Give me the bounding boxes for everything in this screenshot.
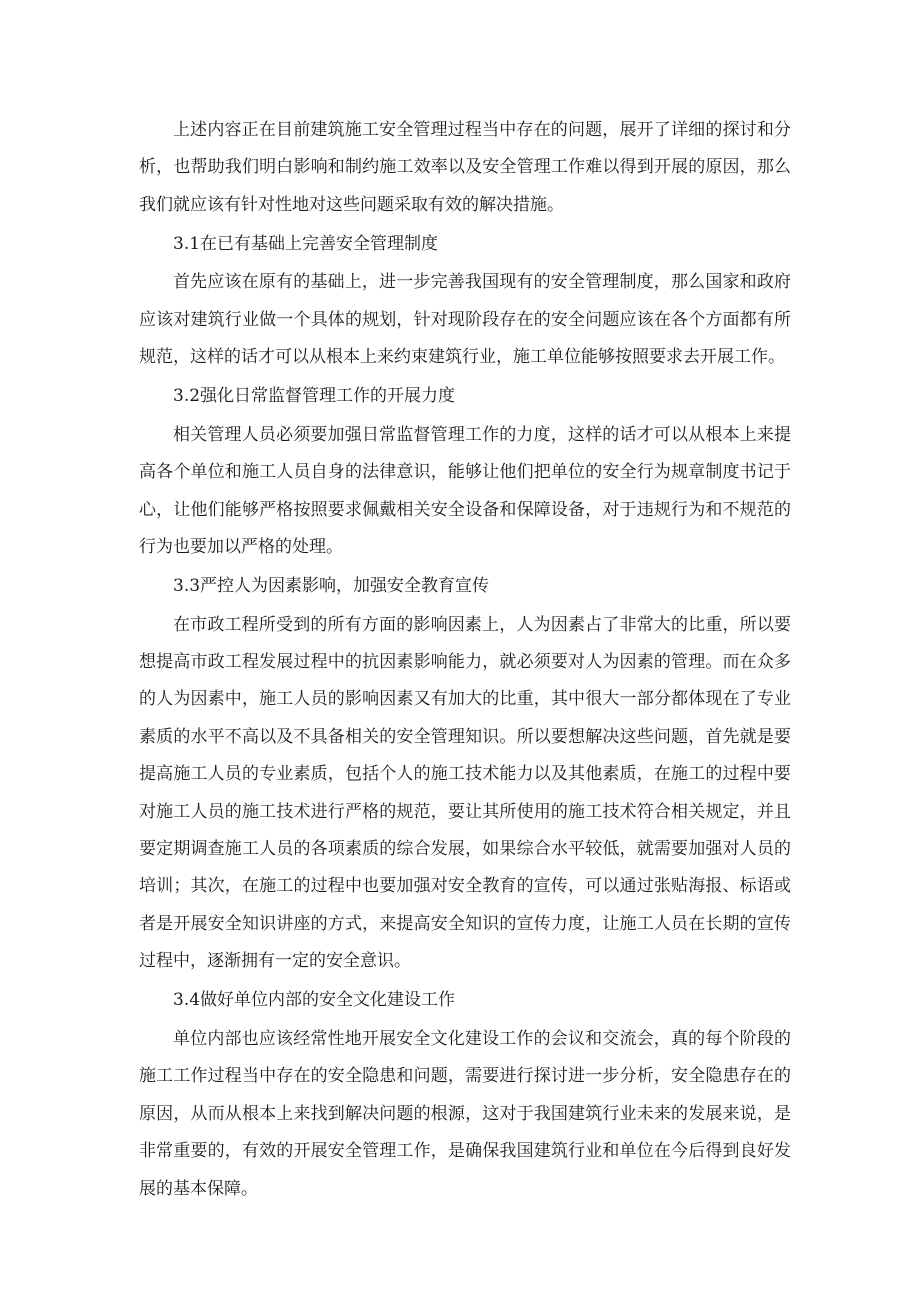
- section-3-3-paragraph: 在市政工程所受到的所有方面的影响因素上，人为因素占了非常大的比重，所以要想提高市政工程发展过程中的抗因素影响能力，就必须要对人为因素的管理。而在众多的人为因素中，施工人员的影响因素又有加大的比重，其中很大一部分都体现在了专业素质的水平不高以及不具备相关的安全管理知识。所以要想解决这些问题，首先就是要提高施工人员的专业素质，包括个人的施工技术能力以及其他素质，在施工的过程中要对施工人员的施工技术进行严格的规范，要让其所使用的施工技术符合相关规定，并且要定期调查施工人员的各项素质的综合发展，如果综合水平较低，就需要加强对人员的培训；其次，在施工的过程中也要加强对安全教育的宣传，可以通过张贴海报、标语或者是开展安全知识讲座的方式，来提高安全知识的宣传力度，让施工人员在长期的宣传过程中，逐渐拥有一定的安全意识。: [139, 614, 791, 972]
- section-heading-3-1: 3.1在已有基础上完善安全管理制度: [173, 233, 439, 254]
- intro-paragraph: 上述内容正在目前建筑施工安全管理过程当中存在的问题，展开了详细的探讨和分析，也帮助我们明白影响和制约施工效率以及安全管理工作难以得到开展的原因，那么我们就应该有针对性地对这些问题采取有效的解决措施。: [139, 120, 791, 215]
- section-heading-3-3: 3.3严控人为因素影响，加强安全教育宣传: [173, 575, 490, 596]
- document-body: [139, 112, 791, 1209]
- section-3-4-paragraph: 单位内部也应该经常性地开展安全文化建设工作的会议和交流会，真的每个阶段的施工工作过程当中存在的安全隐患和问题，需要进行探讨进一步分析，安全隐患存在的原因，从而从根本上来找到解决问题的根源，这对于我国建筑行业未来的发展来说，是非常重要的，有效的开展安全管理工作，是确保我国建筑行业和单位在今后得到良好发展的基本保障。: [139, 1028, 791, 1199]
- section-3-1-paragraph: 首先应该在原有的基础上，进一步完善我国现有的安全管理制度，那么国家和政府应该对建筑行业做一个具体的规划，针对现阶段存在的安全问题应该在各个方面都有所规范，这样的话才可以从根本上来约束建筑行业，施工单位能够按照要求去开展工作。: [139, 272, 791, 368]
- section-heading-3-2: 3.2强化日常监督管理工作的开展力度: [173, 386, 456, 407]
- section-heading-3-4: 3.4做好单位内部的安全文化建设工作: [173, 990, 456, 1011]
- section-3-2-paragraph: 相关管理人员必须要加强日常监督管理工作的力度，这样的话才可以从根本上来提高各个单位和施工人员自身的法律意识，能够让他们把单位的安全行为规章制度书记于心，让他们能够严格按照要求佩戴相关安全设备和保障设备，对于违规行为和不规范的行为也要加以严格的处理。: [139, 424, 791, 558]
